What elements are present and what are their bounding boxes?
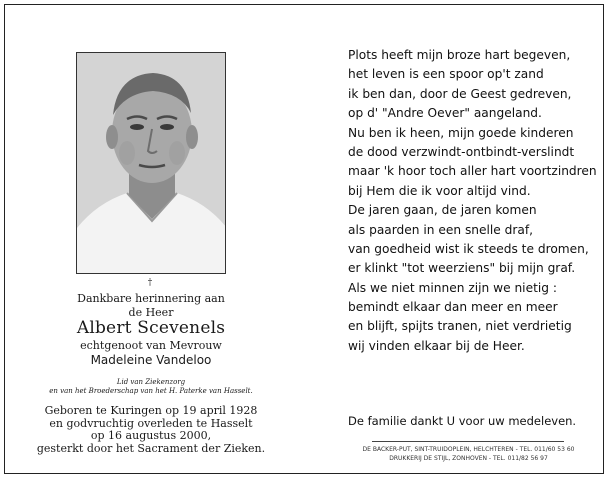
poem-line: wij vinden elkaar bij de Heer.	[348, 338, 525, 353]
born-line-3: op 16 augustus 2000,	[90, 429, 212, 442]
spouse-name: Madeleine Vandeloo	[90, 353, 212, 367]
born-line-2: en godvruchtig overleden te Hasselt	[49, 416, 253, 430]
printer-line-2: DRUKKERIJ DE STIJL, ZONHOVEN - TEL. 011/82 56 97	[389, 455, 548, 462]
family-thanks: De familie dankt U voor uw medeleven.	[348, 414, 577, 428]
spouse-intro: echtgenoot van Mevrouw	[80, 339, 222, 352]
remembrance-intro: Dankbare herinnering aan	[77, 292, 225, 305]
printer-line-1: DE BACKER-PUT, SINT-TRUIDOPLEIN, HELCHTEREN - TEL. 011/60 53 60	[362, 446, 575, 453]
deceased-name: Albert Scevenels	[76, 318, 226, 338]
portrait-photo	[76, 52, 226, 274]
title-heer: de Heer	[128, 306, 174, 319]
membership-line-2: en van het Broederschap van het H. Paterke van Hasselt.	[49, 387, 253, 395]
poem-line: de dood verzwindt-ontbindt-verslindt	[348, 144, 575, 159]
cross-icon: †	[147, 278, 153, 288]
divider	[372, 441, 564, 442]
poem-line: ik ben dan, door de Geest gedreven,	[348, 86, 572, 101]
poem-line: op d' "Andre Oever" aangeland.	[348, 106, 542, 121]
poem-line: er klinkt "tot weerziens" bij mijn graf.	[348, 261, 576, 276]
poem-line: van goedheid wist ik steeds te dromen,	[348, 241, 589, 256]
born-line-1: Geboren te Kuringen op 19 april 1928	[44, 404, 258, 417]
poem-line: als paarden in een snelle draf,	[348, 222, 534, 237]
membership-line-1: Lid van Ziekenzorg	[116, 378, 186, 386]
poem-line: Als we niet minnen zijn we nietig :	[348, 280, 557, 295]
poem	[348, 46, 597, 356]
poem-line: Nu ben ik heen, mijn goede kinderen	[348, 125, 574, 140]
poem-line: De jaren gaan, de jaren komen	[348, 203, 537, 218]
poem-line: bij Hem die ik voor altijd vind.	[348, 183, 531, 198]
born-line-4: gesterkt door het Sacrament der Zieken.	[36, 441, 266, 455]
poem-line: bemindt elkaar dan meer en meer	[348, 300, 558, 315]
life-dates	[0, 405, 302, 455]
poem-line: Plots heeft mijn broze hart begeven,	[348, 48, 571, 62]
poem-line: het leven is een spoor op't zand	[348, 67, 544, 82]
poem-line: maar 'k hoor toch aller hart voortzindren	[348, 164, 597, 179]
poem-line: en blijft, spijts tranen, niet verdrietig	[348, 319, 572, 334]
